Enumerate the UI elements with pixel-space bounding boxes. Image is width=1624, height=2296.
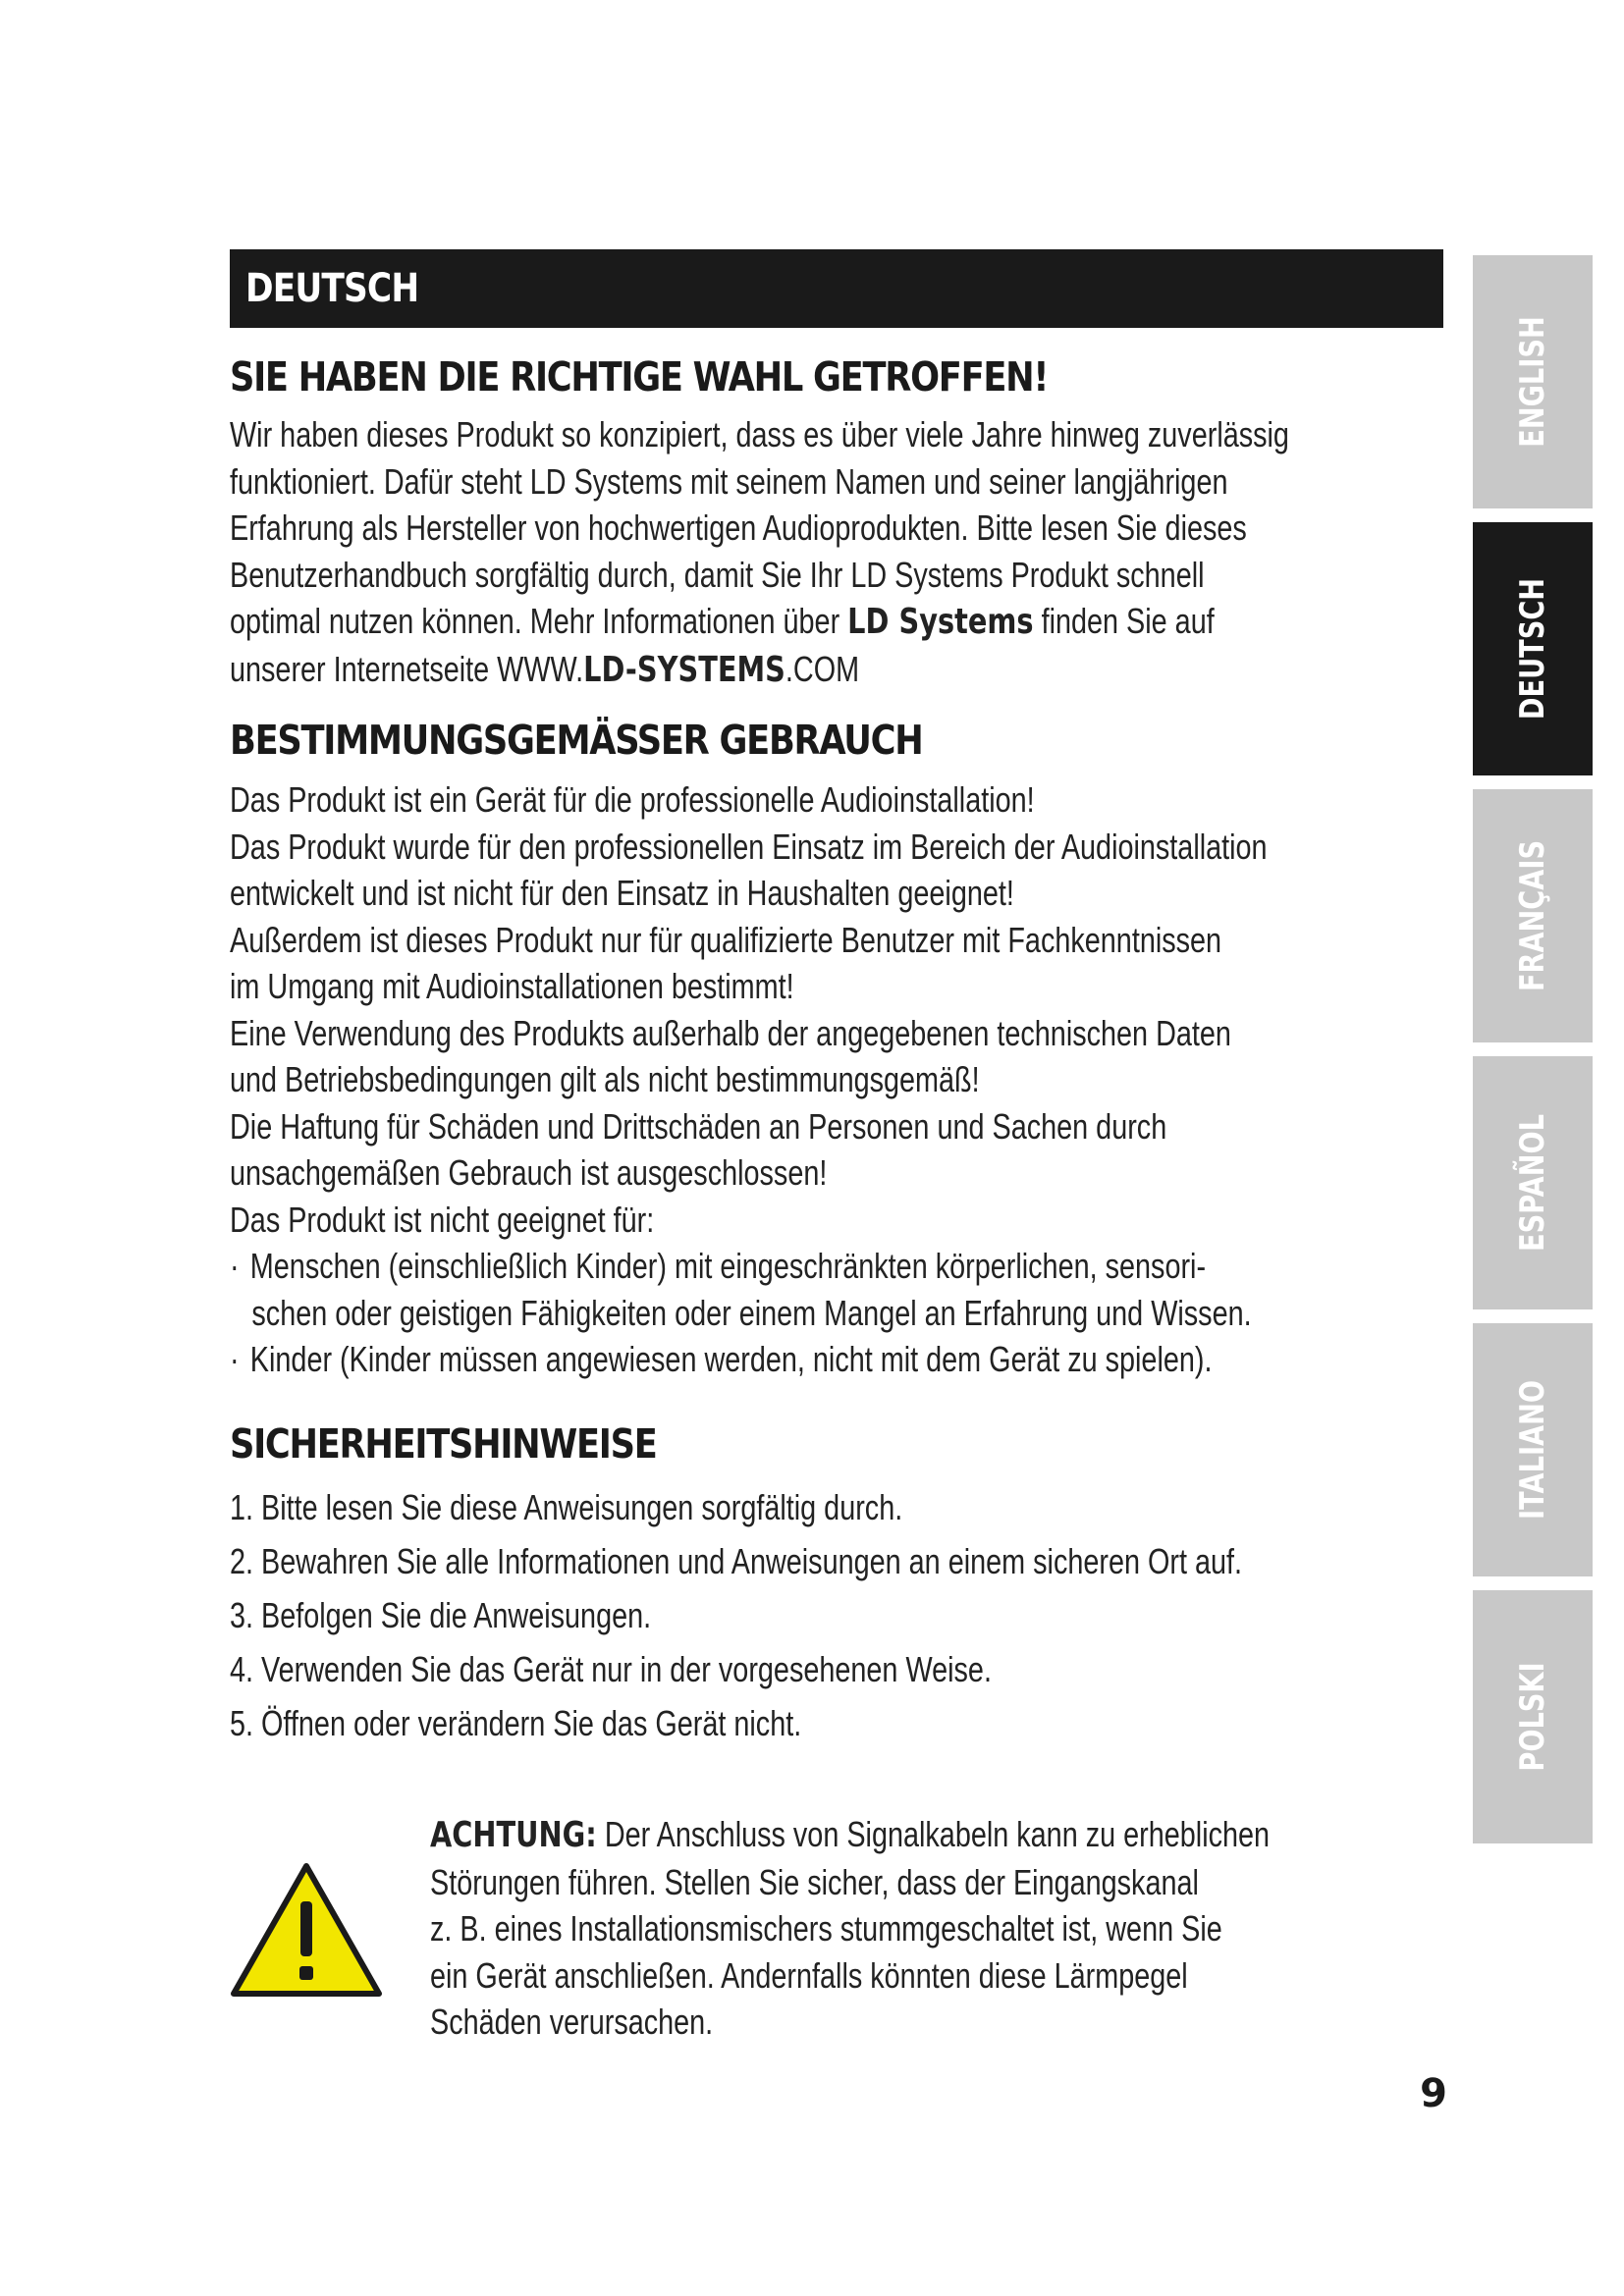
tab-francais[interactable] [1473,789,1593,1042]
usage-line: unsachgemäßen Gebrauch ist ausgeschlossen! [230,1152,828,1194]
safety-item: 3. Befolgen Sie die Anweisungen. [230,1594,652,1635]
intro-line: funktioniert. Dafür steht LD Systems mit seinem Namen und seiner langjährigen [230,460,1228,502]
warning-line: Störungen führen. Stellen Sie sicher, dass der Eingangskanal [430,1861,1199,1902]
usage-line: Die Haftung für Schäden und Drittschäden an Personen und Sachen durch [230,1105,1167,1147]
tab-english-label: ENGLISH [1513,316,1552,448]
warning-triangle-icon [230,1862,383,1998]
usage-line: Eine Verwendung des Produkts außerhalb der angegebenen technischen Daten [230,1012,1231,1053]
main-content [230,355,1443,1750]
safety-item: 1. Bitte lesen Sie diese Anweisungen sorgfältig durch. [230,1486,903,1527]
safety-item: 2. Bewahren Sie alle Informationen und Anweisungen an einem sicheren Ort auf. [230,1540,1243,1581]
tab-francais-label: FRANÇAIS [1513,839,1552,992]
safety-list [230,1480,1443,1750]
warning-line: z. B. eines Installationsmischers stummgeschaltet ist, wenn Sie [430,1908,1222,1949]
bullet-symbol: · [230,1246,240,1287]
page-number: 9 [1420,2071,1447,2116]
usage-line: Das Produkt wurde für den professionellen Einsatz im Bereich der Audioinstallation [230,826,1268,867]
warning-block [230,1811,1428,2047]
warning-line: Schäden verursachen. [430,2002,714,2042]
tab-italiano[interactable] [1473,1323,1593,1576]
tab-espanol[interactable] [1473,1056,1593,1309]
warning-line: ACHTUNG: Der Anschluss von Signalkabeln kann zu erheblichen [430,1814,1271,1855]
intro-line: optimal nutzen können. Mehr Informationen über LD Systems finden Sie auf [230,601,1215,643]
usage-line: Das Produkt ist ein Gerät für die professionelle Audioinstallation! [230,779,1035,821]
bullet-item: · Menschen (einschließlich Kinder) mit eingeschränkten körperlichen, sensori- [230,1243,1201,1290]
usage-line: Das Produkt ist nicht geeignet für: [230,1199,655,1240]
usage-line: und Betriebsbedingungen gilt als nicht bestimmungsgemäß! [230,1059,980,1100]
tab-english[interactable] [1473,255,1593,508]
intro-line: Wir haben dieses Produkt so konzipiert, dass es über viele Jahre hinweg zuverlässig [230,414,1289,455]
usage-line: im Umgang mit Audioinstallationen bestimmt! [230,966,794,1007]
bullet-item: · Kinder (Kinder müssen angewiesen werden, nicht mit dem Gerät zu spielen). [230,1336,1201,1383]
warning-label: ACHTUNG: [430,1815,597,1855]
intro-paragraph [230,411,1443,693]
tab-espanol-label: ESPAÑOL [1513,1114,1552,1252]
tab-italiano-label: ITALIANO [1513,1379,1552,1521]
heading-sicherheitshinweise: SICHERHEITSHINWEISE [230,1419,657,1468]
tab-deutsch-label: DEUTSCH [1513,577,1552,721]
heading-richtige-wahl: SIE HABEN DIE RICHTIGE WAHL GETROFFEN! [230,353,1049,400]
usage-paragraph [230,776,1443,1383]
safety-item: 4. Verwenden Sie das Gerät nur in der vorgesehenen Weise. [230,1648,992,1689]
heading-bestimmungsgemaesser-gebrauch: BESTIMMUNGSGEMÄSSER GEBRAUCH [230,717,923,765]
safety-item: 5. Öffnen oder verändern Sie das Gerät nicht. [230,1702,802,1743]
bullet-symbol: · [230,1339,240,1380]
warning-line: ein Gerät anschließen. Andernfalls könnten diese Lärmpegel [430,1954,1188,1996]
intro-line: Erfahrung als Hersteller von hochwertigen Audioprodukten. Bitte lesen Sie dieses [230,507,1247,549]
tab-polski[interactable] [1473,1590,1593,1843]
usage-line: Außerdem ist dieses Produkt nur für qualifizierte Benutzer mit Fachkenntnissen [230,919,1222,960]
language-header-label: DEUTSCH [245,266,419,311]
brand-name: LD Systems [847,602,1034,643]
language-header-bar [230,249,1443,328]
bullet-item-continuation: schen oder geistigen Fähigkeiten oder einem Mangel an Erfahrung und Wissen. [251,1292,1252,1333]
tab-polski-label: POLSKI [1513,1662,1552,1772]
tab-deutsch[interactable] [1473,522,1593,775]
website-line: unserer Internetseite WWW.LD-SYSTEMS.COM [230,648,860,690]
intro-line: Benutzerhandbuch sorgfältig durch, damit Sie Ihr LD Systems Produkt schnell [230,554,1205,595]
website-domain: LD-SYSTEMS [583,649,785,690]
warning-text [430,1811,1480,2046]
usage-line: entwickelt und ist nicht für den Einsatz in Haushalten geeignet! [230,873,1014,914]
